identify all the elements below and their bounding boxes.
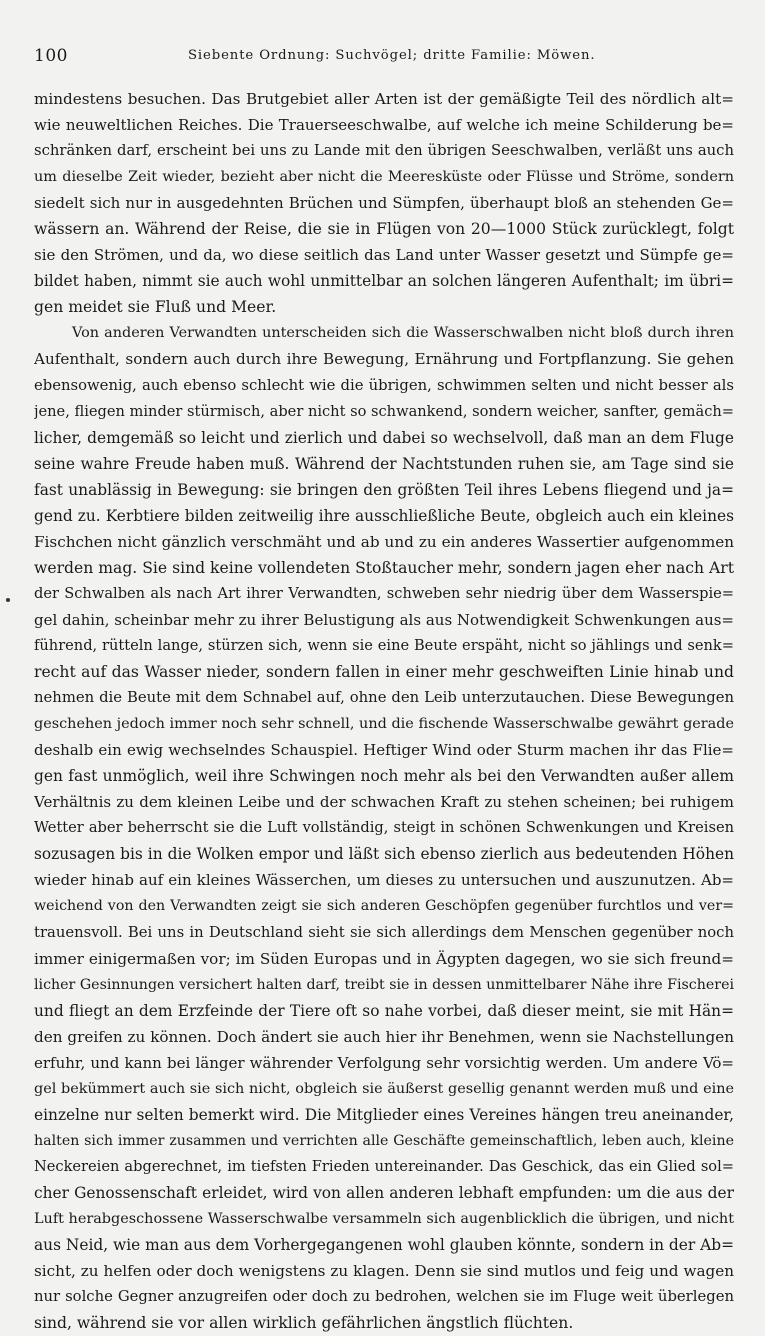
paragraph [34, 86, 734, 320]
text-line: halten sich immer zusammen und verrichten alle Geschäfte gemeinschaftlich, leben auch, kleine [34, 1132, 734, 1149]
text-line: gen meidet sie Fluß und Meer. [34, 298, 277, 317]
text-line: gen fast unmöglich, weil ihre Schwingen noch mehr als bei den Verwandten außer allem [34, 767, 734, 786]
text-line: Neckereien abgerechnet, im tiefsten Frieden untereinander. Das Geschick, das ein Glied sol= [34, 1157, 734, 1175]
text-line: seine wahre Freude haben muß. Während der Nachtstunden ruhen sie, am Tage sind sie [34, 454, 734, 473]
running-header [34, 46, 734, 68]
text-line: Verhältnis zu dem kleinen Leibe und der schwachen Kraft zu stehen scheinen; bei ruhigem [34, 793, 734, 812]
text-line: licher Gesinnungen versichert halten darf, treibt sie in dessen unmittelbarer Nähe ihre Fischerei [34, 976, 734, 993]
text-line: nehmen die Beute mit dem Schnabel auf, ohne den Leib unterzutauchen. Diese Bewegungen [34, 689, 734, 707]
text-line: recht auf das Wasser nieder, sondern fallen in einer mehr geschweiften Linie hinab und [34, 663, 734, 682]
text-line: nur solche Gegner anzugreifen oder doch zu bedrohen, welchen sie im Fluge weit überlegen [34, 1288, 734, 1306]
body-text [34, 86, 734, 1336]
text-line: jene, fliegen minder stürmisch, aber nicht so schwankend, sondern weicher, sanfter, gemäch= [34, 402, 734, 420]
text-line: fast unablässig in Bewegung: sie bringen den größten Teil ihres Lebens fliegend und ja= [34, 480, 734, 499]
text-line: wieder hinab auf ein kleines Wässerchen, um dieses zu untersuchen und auszunutzen. Ab= [34, 871, 734, 890]
text-line: um dieselbe Zeit wieder, bezieht aber nicht die Meeresküste oder Flüsse und Ströme, sondern [34, 169, 734, 186]
text-line: führend, rütteln lange, stürzen sich, wenn sie eine Beute erspäht, nicht so jählings und senk= [34, 636, 734, 654]
text-line: geschehen jedoch immer noch sehr schnell, und die fischende Wasserschwalbe gewährt gerade [34, 716, 734, 733]
text-line: trauensvoll. Bei uns in Deutschland sieht sie sich allerdings dem Menschen gegenüber noch [34, 923, 734, 941]
text-line: cher Genossenschaft erleidet, wird von allen anderen lebhaft empfunden: um die aus der [34, 1183, 734, 1202]
text-line: Aufenthalt, sondern auch durch ihre Bewegung, Ernährung und Fortpflanzung. Sie gehen [34, 350, 734, 369]
text-line: werden mag. Sie sind keine vollendeten Stoßtaucher mehr, sondern jagen eher nach Art [34, 558, 734, 577]
text-line: deshalb ein ewig wechselndes Schauspiel. Heftiger Wind oder Sturm machen ihr das Flie= [34, 741, 734, 760]
text-line: ebensowenig, auch ebenso schlecht wie die übrigen, schwimmen selten und nicht besser als [34, 376, 734, 394]
text-line: licher, demgemäß so leicht und zierlich und dabei so wechselvoll, daß man an dem Fluge [34, 428, 734, 447]
text-line: der Schwalben als nach Art ihrer Verwandten, schweben sehr niedrig über dem Wasserspie= [34, 584, 734, 602]
text-line: siedelt sich nur in ausgedehnten Brüchen und Sümpfen, überhaupt bloß an stehenden Ge= [34, 194, 734, 213]
text-line: immer einigermaßen vor; im Süden Europas und in Ägypten dagegen, wo sie sich freund= [34, 949, 734, 968]
text-line: mindestens besuchen. Das Brutgebiet aller Arten ist der gemäßigte Teil des nördlich alt= [34, 90, 734, 108]
text-line: Fischchen nicht gänzlich verschmäht und ab und zu ein anderes Wassertier aufgenommen [34, 532, 734, 551]
text-line: Luft herabgeschossene Wasserschwalbe versammeln sich augenblicklich die übrigen, und nicht [34, 1211, 734, 1228]
text-line: gend zu. Kerbtiere bilden zeitweilig ihre ausschließliche Beute, obgleich auch ein kleines [34, 506, 734, 525]
text-line: schränken darf, erscheint bei uns zu Lande mit den übrigen Seeschwalben, verläßt uns auch [34, 142, 734, 160]
text-line: den greifen zu können. Doch ändert sie auch hier ihr Benehmen, wenn sie Nachstellungen [34, 1027, 734, 1046]
page-number: 100 [34, 46, 68, 66]
text-line: einzelne nur selten bemerkt wird. Die Mitglieder eines Vereines hängen treu aneinander, [34, 1105, 734, 1124]
text-line: gel dahin, scheinbar mehr zu ihrer Belustigung als aus Notwendigkeit Schwenkungen aus= [34, 610, 734, 629]
running-title: Siebente Ordnung: Suchvögel; dritte Familie: Möwen. [188, 48, 596, 63]
text-line: erfuhr, und kann bei länger währender Verfolgung sehr vorsichtig werden. Um andere Vö= [34, 1053, 734, 1072]
text-line: Wetter aber beherrscht sie die Luft vollständig, steigt in schönen Schwenkungen und Kreisen [34, 819, 734, 837]
text-line: aus Neid, wie man aus dem Vorhergegangenen wohl glauben könnte, sondern in der Ab= [34, 1236, 734, 1255]
text-line: sicht, zu helfen oder doch wenigstens zu klagen. Denn sie sind mutlos und feig und wagen [34, 1262, 734, 1281]
text-line: wässern an. Während der Reise, die sie in Flügen von 20—1000 Stück zurücklegt, folgt [34, 220, 734, 239]
text-line: bildet haben, nimmt sie auch wohl unmittelbar an solchen längeren Aufenthalt; im übri= [34, 272, 734, 291]
margin-mark [6, 598, 10, 602]
text-line: weichend von den Verwandten zeigt sie sich anderen Geschöpfen gegenüber furchtlos und ver= [34, 898, 734, 915]
text-line: sind, während sie vor allen wirklich gefährlichen ängstlich flüchten. [34, 1314, 574, 1333]
text-line: Von anderen Verwandten unterscheiden sich die Wasserschwalben nicht bloß durch ihren [72, 325, 734, 342]
text-line: gel bekümmert auch sie sich nicht, obgleich sie äußerst gesellig genannt werden muß und eine [34, 1080, 734, 1097]
text-line: sozusagen bis in die Wolken empor und läßt sich ebenso zierlich aus bedeutenden Höhen [34, 845, 734, 864]
text-line: wie neuweltlichen Reiches. Die Trauerseeschwalbe, auf welche ich meine Schilderung be= [34, 116, 734, 135]
text-line: und fliegt an dem Erzfeinde der Tiere oft so nahe vorbei, daß dieser meint, sie mit Hän= [34, 1001, 734, 1020]
text-line: sie den Strömen, und da, wo diese seitlich das Land unter Wasser gesetzt und Sümpfe ge= [34, 246, 734, 265]
paragraph [34, 320, 734, 1336]
